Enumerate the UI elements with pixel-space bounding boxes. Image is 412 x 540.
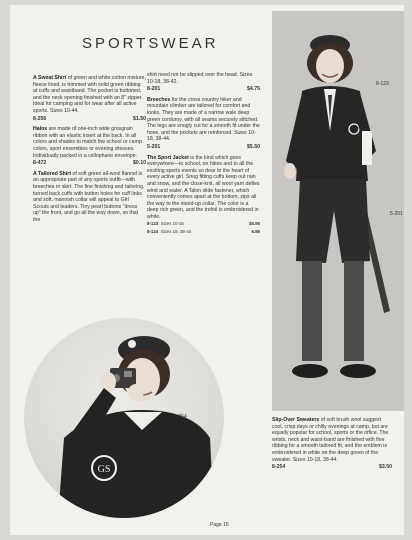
sweater-model-photo (24, 318, 224, 518)
breeches-code: 5-201 (147, 143, 161, 150)
catalog-page (10, 5, 404, 535)
shirt-continued-text: shirt need not be slipped over the head. Sizes 10-18, 38-42. (147, 72, 253, 85)
slipover-priceline (272, 464, 392, 471)
sweat-shirt-entry (33, 75, 146, 122)
standing-model-photo (272, 11, 404, 411)
halos-entry (33, 126, 146, 167)
breeches-price: $5.50 (247, 143, 260, 150)
sport-jacket-row1-sizes: Sizes 10-16 (160, 221, 184, 227)
sweat-shirt-price: $1.50 (133, 115, 146, 122)
slipover-code: 8-254 (272, 464, 286, 471)
sweat-shirt-name: A Sweat Shirt (33, 75, 67, 81)
slipover-entry (272, 417, 392, 471)
sport-jacket-row2 (147, 229, 260, 236)
label-sweater-code: 8-254 (174, 414, 187, 420)
sport-jacket-row2-price: 6.95 (251, 229, 260, 235)
label-jacket-code: 8-123 (376, 81, 389, 87)
slipover-text: of soft brush wool suggest cool, crisp days or chilly evenings at camp, but are equally popular for school, sports or the office. The wrists, neck and waist-band are finished with fine ribbing for a smooth tailored fit, and the emblem is embroidered in white on the deep green of the sweater. Sizes 10-18, 38-44. (272, 417, 389, 463)
sport-jacket-row1-price: $5.95 (249, 221, 260, 227)
tailored-shirt-text: of soft green all-wool flannel is an appropriate part of any sports outfit—with breeches or skirt. The fine finishing and tailoring, turned back cuffs with button holes for cuff links and soft, mannish collar will appeal to Girl Scouts and leaders. Tiny pearl buttons "dress up" the front, and go all the way down, so that the (33, 170, 145, 223)
page-title: SPORTSWEAR (82, 35, 219, 52)
breeches-name: Breeches (147, 96, 171, 103)
halos-text: are made of one-inch wide grosgrain ribbon with an elastic insert at the back. In all colors and shades to match the school or camp colors, sport ensembles or evening dresses. Individually packed in a cellophane envelope. (33, 126, 142, 159)
halos-code: 8-472 (33, 160, 47, 167)
left-column (33, 75, 146, 223)
slipover-price: $3.50 (379, 464, 392, 471)
breeches-entry (147, 97, 260, 151)
shirt-code: 8-201 (147, 86, 161, 93)
sport-jacket-row1-code: 8-123 (147, 221, 159, 227)
sport-jacket-row2-code: 8-124 (147, 229, 159, 235)
tailored-shirt-name: A Tailored Shirt (33, 170, 72, 177)
sport-jacket-row2-sizes: Sizes 18, 38-44 (160, 229, 192, 235)
sweat-shirt-priceline (33, 116, 146, 123)
slipover-name: Slip-Over Sweaters (272, 417, 320, 423)
sweat-shirt-text: of green and white cotton mixture, fleece lined, is trimmed with solid green ribbing at cuffs and waistband. The pocket is buttoned, and the neck opening finished with an 8" zipper. Ideal for camping and for wear after all active sports. Sizes 10-44. (33, 75, 146, 114)
tailored-shirt-entry (33, 171, 146, 224)
svg-text:GS: GS (97, 464, 111, 475)
middle-column (147, 72, 260, 236)
shirt-priceline (147, 86, 260, 93)
label-breeches-code: 5-201 (390, 211, 403, 217)
breeches-text: for the cross country hiker and mountain climber are tailored for comfort and looks. They are made of a narrow wale deep green corduroy, with all seams securely stitched. The legs are snugly cut for a smooth fit under the hose, and the pockets are reinforced. Sizes 10-18, 38-44. (147, 96, 260, 143)
breeches-priceline (147, 144, 260, 151)
shirt-continued-entry (147, 72, 260, 93)
sweater-model-illustration (24, 318, 224, 518)
halos-name: Halos (33, 126, 48, 133)
sweat-shirt-code: 8-256 (33, 115, 47, 122)
page-number: Page 15 (210, 522, 229, 528)
sport-jacket-text: is the kind which goes everywhere—to school, on hikes and to all the exciting sports events so dear to the heart of every active girl. Snug fitting cuffs keep out rain and snow, and the close-knit, all wool yarn defies wind and water. A Talon slide fastener, which conveniently comes apart at the bottom, zips all the way to the stand-up collar. The color is a deep rich green, and the trefoil is embroidered in white. (147, 154, 260, 220)
standing-model-illustration (272, 11, 404, 411)
halos-price: $0.10 (133, 160, 146, 167)
halos-priceline (33, 160, 146, 167)
sport-jacket-name: The Sport Jacket (147, 154, 189, 161)
shirt-price: $4.75 (247, 86, 260, 93)
sport-jacket-entry (147, 155, 260, 236)
sport-jacket-row1 (147, 221, 260, 228)
